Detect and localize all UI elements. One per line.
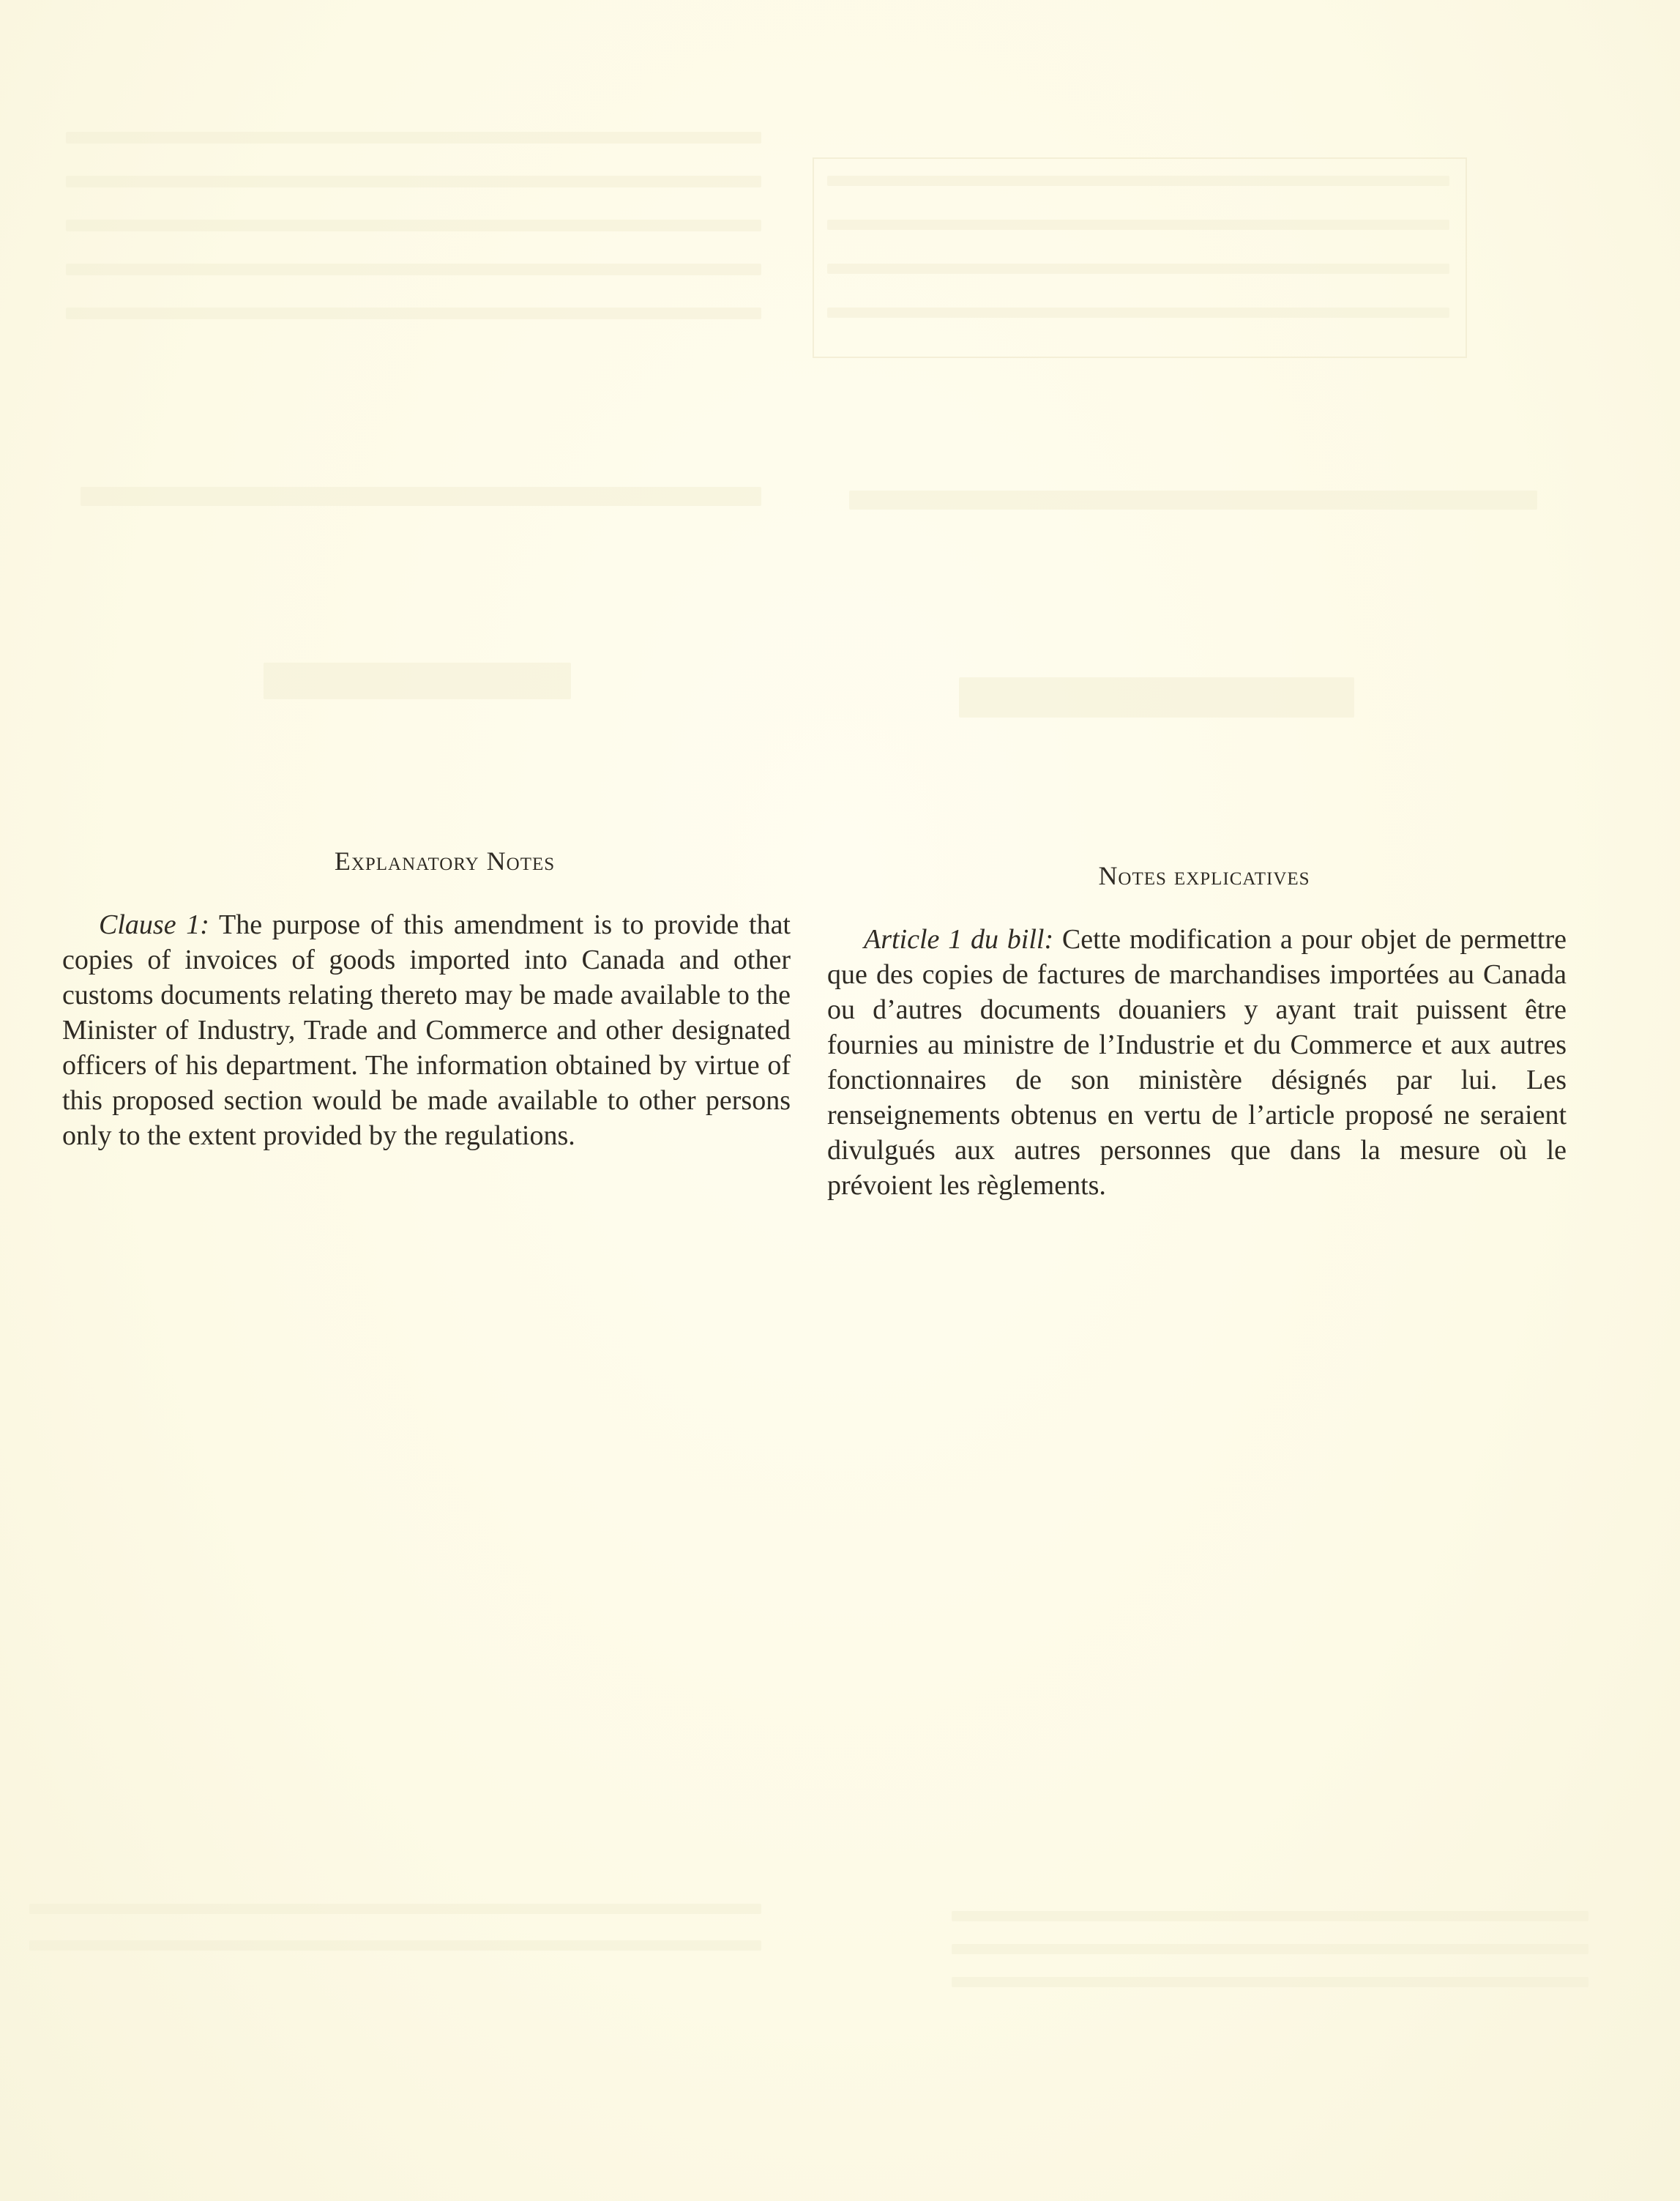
french-clause-text: Cette modification a pour objet de permettre que des copies de factures de marchandises importées au Canada ou d’autres documents douaniers y ayant trait puissent être fournies au ministre de l’Industrie et du Commerce et aux autres fonctionnaires de son ministère désignés par lui. Les renseignements obtenus en vertu de l’article proposé ne seraient divulgués aux autres personnes que dans la mesure où le prévoient les règlements.: [827, 924, 1567, 1201]
bleed-through-line: [66, 132, 761, 144]
french-notes-heading: Notes explicatives: [1098, 861, 1310, 890]
english-clause-text: The purpose of this amendment is to provide that copies of invoices of goods imported into Canada and other customs documents relating thereto may be made available to the Minister of Industry, Trade and Commerce and other designated officers of his department. The information obtained by virtue of this proposed section would be made available to other persons only to the extent provided by the regulations.: [62, 909, 791, 1151]
bleed-through-line: [952, 1977, 1588, 1987]
english-clause-label: Clause 1:: [99, 909, 209, 940]
french-notes-column: [827, 860, 1567, 1203]
bleed-through-line: [959, 677, 1354, 718]
english-notes-heading: Explanatory Notes: [334, 846, 556, 876]
french-notes-paragraph: [827, 922, 1567, 1203]
bleed-through-line: [827, 220, 1449, 230]
bleed-through-line: [81, 487, 761, 506]
bleed-through-line: [952, 1911, 1588, 1921]
english-notes-paragraph: [62, 907, 791, 1153]
bleed-through-line: [827, 176, 1449, 186]
bleed-through-line: [66, 176, 761, 187]
bleed-through-line: [29, 1940, 761, 1951]
bleed-through-line: [66, 308, 761, 319]
bleed-through-line: [952, 1944, 1588, 1954]
bleed-through-frame: [813, 157, 1467, 358]
english-notes-column: [62, 846, 791, 1153]
bleed-through-line: [827, 308, 1449, 318]
bleed-through-line: [827, 264, 1449, 274]
bleed-through-line: [66, 220, 761, 231]
french-clause-label: Article 1 du bill:: [864, 924, 1054, 955]
bleed-through-line: [264, 663, 571, 699]
bleed-through-line: [66, 264, 761, 275]
bleed-through-line: [29, 1904, 761, 1914]
bleed-through-line: [849, 491, 1537, 510]
